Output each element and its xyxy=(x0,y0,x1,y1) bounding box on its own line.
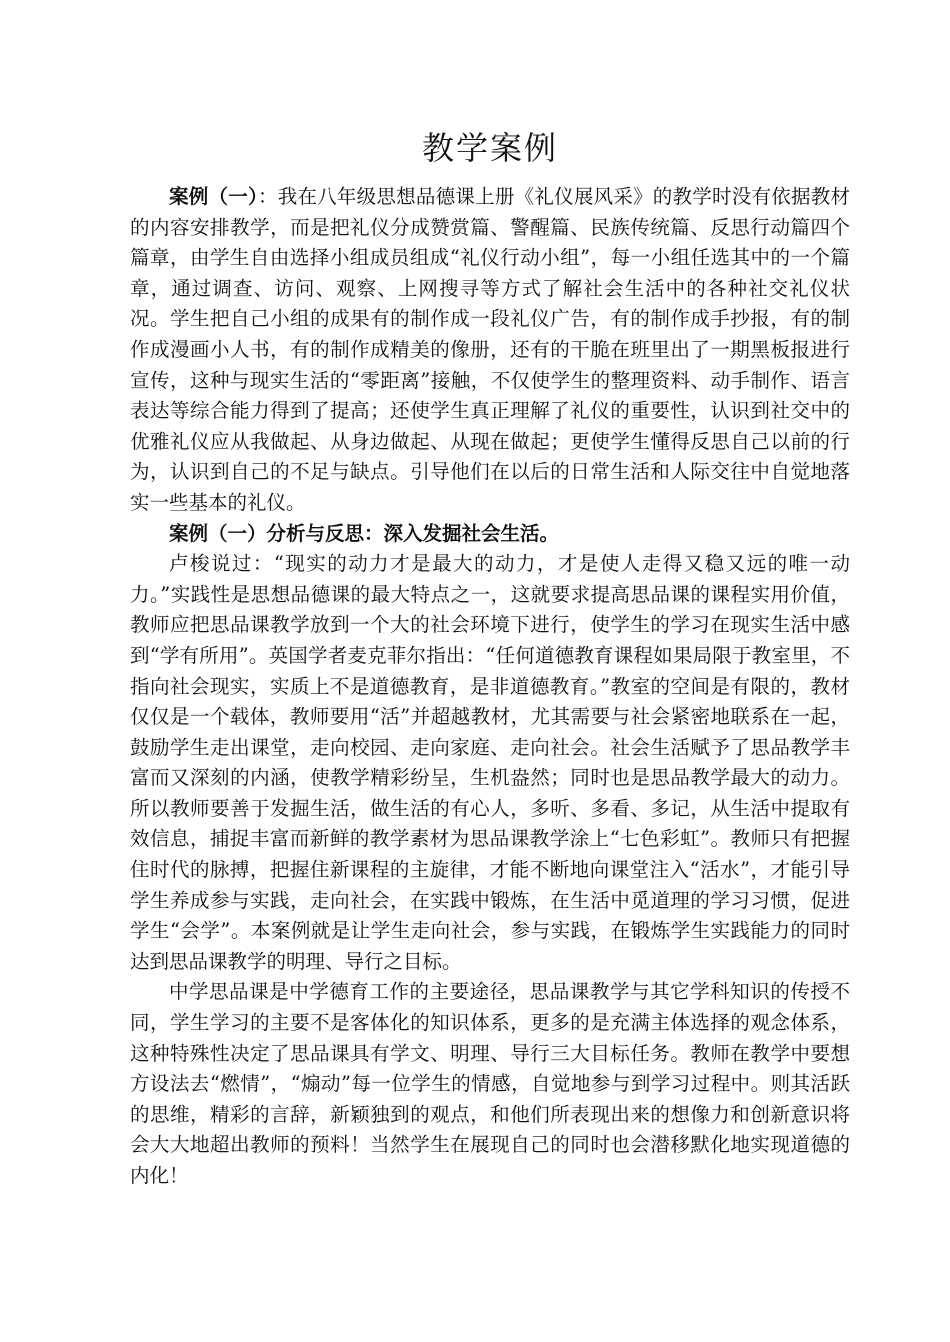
document-page xyxy=(130,118,850,1192)
conclusion-paragraph: 中学思品课是中学德育工作的主要途径，思品课教学与其它学科知识的传授不同，学生学习的主要不是客体化的知识体系，更多的是充满主体选择的观念体系，这种特殊性决定了思品课具有学文、明理、导行三大目标任务。教师在教学中要想方设法去“燃情”，“煽动”每一位学生的情感，自觉地参与到学习过程中。则其活跃的思维，精彩的言辞，新颖独到的观点，和他们所表现出来的想像力和创新意识将会大大地超出教师的预料！当然学生在展现自己的同时也会潜移默化地实现道德的内化！ xyxy=(130,980,850,1187)
analysis-heading: 案例（一）分析与反思：深入发掘社会生活。 xyxy=(169,521,560,545)
case-1-body: ：我在八年级思想品德课上册《礼仪展风采》的教学时没有依据教材的内容安排教学，而是把礼仪分成赞赏篇、警醒篇、民族传统篇、反思行动篇四个篇章，由学生自由选择小组成员组成“礼仪行动小组”，每一小组任选其中的一个篇章，通过调查、访问、观察、上网搜寻等方式了解社会生活中的各种社交礼仪状况。学生把自己小组的成果有的制作成一段礼仪广告，有的制作成手抄报，有的制作成漫画小人书，有的制作成精美的像册，还有的干脆在班里出了一期黑板报进行宣传，这种与现实生活的“零距离”接触，不仅使学生的整理资料、动手制作、语言表达等综合能力得到了提高；还使学生真正理解了礼仪的重要性，认识到社交中的优雅礼仪应从我做起、从身边做起、从现在做起；更使学生懂得反思自己以前的行为，认识到自己的不足与缺点。引导他们在以后的日常生活和人际交往中自觉地落实一些基本的礼仪。 xyxy=(130,185,850,514)
rousseau-paragraph: 卢梭说过：“现实的动力才是最大的动力，才是使人走得又稳又远的唯一动力。”实践性是思想品德课的最大特点之一，这就要求提高思品课的课程实用价值，教师应把思品课教学放到一个大的社会环境下进行，使学生的学习在现实生活中感到“学有所用”。英国学者麦克菲尔指出：“任何道德教育课程如果局限于教室里，不指向社会现实，实质上不是道德教育，是非道德教育。”教室的空间是有限的，教材仅仅是一个载体，教师要用“活”并超越教材，尤其需要与社会紧密地联系在一起，鼓励学生走出课堂，走向校园、走向家庭、走向社会。社会生活赋予了思品教学丰富而又深刻的内涵，使教学精彩纷呈，生机盎然；同时也是思品教学最大的动力。所以教师要善于发掘生活，做生活的有心人，多听、多看、多记，从生活中提取有效信息，捕捉丰富而新鲜的教学素材为思品课教学涂上“七色彩虹”。教师只有把握住时代的脉搏，把握住新课程的主旋律，才能不断地向课堂注入“活水”，才能引导学生养成参与实践，走向社会，在实践中锻炼，在生活中觅道理的学习习惯，促进学生“会学”。本案例就是让学生走向社会，参与实践，在锻炼学生实践能力的同时达到思品课教学的明理、导行之目标。 xyxy=(130,552,850,973)
case-1-lead: 案例（一） xyxy=(169,185,258,208)
case-1-paragraph xyxy=(130,182,850,519)
document-title: 教学案例 xyxy=(421,129,558,167)
